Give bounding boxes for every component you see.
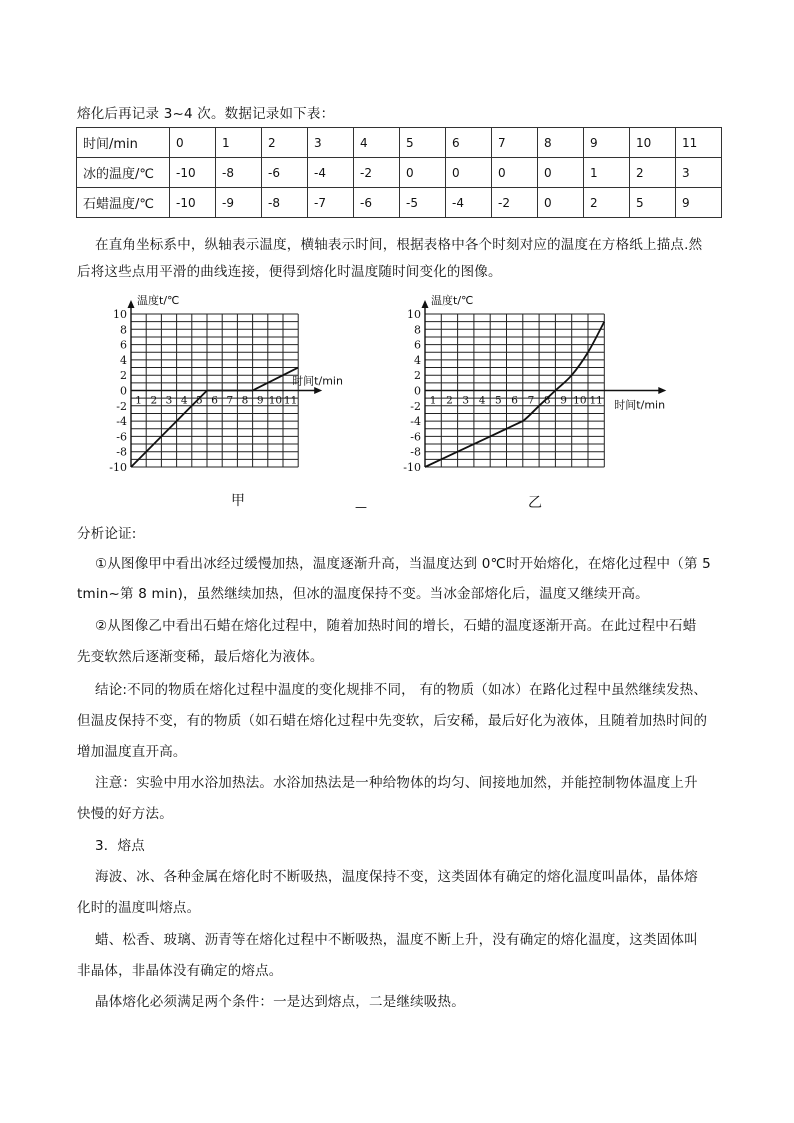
x-tick-label: 2 xyxy=(150,394,158,407)
x-tick-label: 1 xyxy=(135,394,142,407)
table-cell: 0 xyxy=(446,158,492,188)
x-tick-label: 2 xyxy=(446,394,453,407)
y-tick-label: 6 xyxy=(414,338,421,352)
method-paragraph-line-1: 在直角坐标系中，纵轴表示温度，横轴表示时间，根据表格中各个时刻对应的温度在方格纸上描点.然 xyxy=(95,237,703,253)
table-cell: 0 xyxy=(170,128,216,158)
table-cell: 3 xyxy=(308,128,354,158)
note-line-2: 快慢的好方法。 xyxy=(77,806,173,822)
y-tick-label: -6 xyxy=(410,430,421,444)
table-cell: 2 xyxy=(630,158,676,188)
y-axis-label: 温度t/℃ xyxy=(137,294,180,307)
conclusion-line-3: 增加温度直开高。 xyxy=(77,744,187,760)
y-tick-label: -4 xyxy=(410,415,421,429)
y-tick-label: 10 xyxy=(407,308,421,321)
y-tick-label: -8 xyxy=(116,445,127,459)
table-cell: 4 xyxy=(354,128,400,158)
table-cell: -10 xyxy=(170,188,216,218)
x-tick-label: 3 xyxy=(165,394,173,407)
y-axis-label: 温度t/℃ xyxy=(431,294,474,307)
table-cell: -4 xyxy=(308,158,354,188)
y-tick-label: -4 xyxy=(116,415,127,429)
x-tick-label: 10 xyxy=(268,394,283,407)
x-tick-label: 11 xyxy=(283,394,298,407)
table-cell: 2 xyxy=(584,188,630,218)
y-tick-label: 2 xyxy=(120,369,127,383)
y-tick-label: 4 xyxy=(414,353,421,367)
table-cell: -2 xyxy=(492,188,538,218)
x-axis-label: 时间t/min xyxy=(614,398,666,412)
table-cell: 0 xyxy=(538,158,584,188)
table-cell: 0 xyxy=(400,158,446,188)
table-cell: -7 xyxy=(308,188,354,218)
x-tick-label: 8 xyxy=(241,394,249,407)
table-cell: -10 xyxy=(170,158,216,188)
x-axis-arrow xyxy=(314,387,322,394)
x-tick-label: 6 xyxy=(511,394,518,407)
x-tick-label: 3 xyxy=(462,394,470,407)
table-cell: -4 xyxy=(446,188,492,218)
table-cell: -5 xyxy=(400,188,446,218)
chart-caption-a: 甲 xyxy=(231,493,245,509)
intro-text: 熔化后再记录 3~4 次。数据记录如下表： xyxy=(77,106,335,122)
chart-caption-b: 乙 xyxy=(528,495,542,511)
table-cell: 0 xyxy=(538,188,584,218)
x-tick-label: 5 xyxy=(196,394,203,407)
header-label-cell: 时间/min xyxy=(77,128,170,158)
paraffin-label-cell: 石蜡温度/℃ xyxy=(77,188,170,218)
table-cell: 7 xyxy=(492,128,538,158)
x-tick-label: 10 xyxy=(573,394,587,407)
x-tick-label: 9 xyxy=(560,394,567,407)
amorphous-line-1: 蜡、松香、玻璃、沥青等在熔化过程中不断吸热，温度不断上升，没有确定的熔化温度，这类固体叫 xyxy=(95,932,698,948)
y-tick-label: -8 xyxy=(410,445,421,459)
x-tick-label: 7 xyxy=(527,394,535,407)
x-axis-arrow xyxy=(658,387,666,394)
table-cell: 11 xyxy=(676,128,722,158)
x-axis-label: 时间t/min xyxy=(292,374,343,388)
table-cell: 8 xyxy=(538,128,584,158)
table-cell: -2 xyxy=(354,158,400,188)
x-tick-label: 7 xyxy=(226,394,234,407)
analysis-1-line-1: ①从图像甲中看出冰经过缓慢加热，温度逐渐升高，当温度达到 0℃时开始熔化，在熔化过程中（第 5 xyxy=(95,556,711,572)
section-3-heading: 3．熔点 xyxy=(95,838,145,854)
x-tick-label: 1 xyxy=(429,394,437,407)
x-tick-label: 8 xyxy=(543,394,551,407)
table-cell: -8 xyxy=(216,158,262,188)
condition-line: 晶体熔化必须满足两个条件：一是达到熔点，二是继续吸热。 xyxy=(95,994,465,1010)
table-cell: 0 xyxy=(492,158,538,188)
table-cell: -6 xyxy=(262,158,308,188)
y-tick-label: -10 xyxy=(109,461,127,474)
table-row xyxy=(77,188,722,218)
y-tick-label: 0 xyxy=(120,384,127,398)
chart-paraffin xyxy=(392,288,692,480)
table-cell: 6 xyxy=(446,128,492,158)
table-cell: -9 xyxy=(216,188,262,218)
y-tick-label: -6 xyxy=(116,430,127,444)
y-axis-arrow xyxy=(128,300,135,308)
note-line-1: 注意：实验中用水浴加热法。水浴加热法是一种给物体的均匀、间接地加然，并能控制物体温度上升 xyxy=(95,775,698,791)
y-tick-label: 8 xyxy=(414,323,421,337)
table-cell: 5 xyxy=(630,188,676,218)
y-tick-label: 4 xyxy=(120,353,127,367)
stray-mark: — xyxy=(355,500,367,514)
analysis-1-line-2: tmin~第 8 min)，虽然继续加热，但冰的温度保持不变。当冰金部熔化后，温度又继续开高。 xyxy=(77,586,649,602)
table-row xyxy=(77,158,722,188)
table-cell: 1 xyxy=(584,158,630,188)
y-tick-label: 2 xyxy=(414,369,421,383)
analysis-title: 分析论证: xyxy=(77,526,137,542)
ice-label-cell: 冰的温度/℃ xyxy=(77,158,170,188)
amorphous-line-2: 非晶体，非晶体没有确定的熔点。 xyxy=(77,963,283,979)
y-tick-label: 0 xyxy=(414,384,421,398)
conclusion-line-2: 但温皮保持不变，有的物质（如石蜡在熔化过程中先变软，后安稀，最后好化为液体，且随着加热时间的 xyxy=(77,713,708,729)
data-table xyxy=(76,127,722,218)
y-tick-label: -10 xyxy=(403,461,421,474)
analysis-2-line-1: ②从图像乙中看出石蜡在熔化过程中，随着加热时间的增长，石蜡的温度逐渐开高。在此过程中石蜡 xyxy=(95,618,697,634)
table-cell: -6 xyxy=(354,188,400,218)
chart-ice xyxy=(98,288,383,480)
table-cell: 10 xyxy=(630,128,676,158)
table-cell: 5 xyxy=(400,128,446,158)
table-cell: 2 xyxy=(262,128,308,158)
y-axis-arrow xyxy=(422,300,429,308)
x-tick-label: 6 xyxy=(211,394,218,407)
x-tick-label: 9 xyxy=(256,394,264,407)
method-paragraph-line-2: 后将这些点用平滑的曲线连接，便得到熔化时温度随时间变化的图像。 xyxy=(77,264,502,280)
table-cell: 1 xyxy=(216,128,262,158)
x-tick-label: 11 xyxy=(589,394,603,407)
crystal-line-2: 化时的温度叫熔点。 xyxy=(77,900,201,916)
y-tick-label: -2 xyxy=(116,399,127,413)
x-tick-label: 4 xyxy=(180,394,188,407)
table-cell: 3 xyxy=(676,158,722,188)
y-tick-label: 6 xyxy=(120,338,127,352)
table-cell: -8 xyxy=(262,188,308,218)
table-cell: 9 xyxy=(584,128,630,158)
table-row xyxy=(77,128,722,158)
analysis-2-line-2: 先变软然后逐渐变稀，最后熔化为液体。 xyxy=(77,649,324,665)
x-tick-label: 4 xyxy=(478,394,486,407)
table-cell: 9 xyxy=(676,188,722,218)
y-tick-label: 10 xyxy=(113,308,127,321)
x-tick-label: 5 xyxy=(495,394,502,407)
conclusion-line-1: 结论:不同的物质在熔化过程中温度的变化规排不同， 有的物质（如冰）在路化过程中虽然继续发热、 xyxy=(95,682,708,698)
y-tick-label: 8 xyxy=(120,323,127,337)
y-tick-label: -2 xyxy=(410,399,421,413)
crystal-line-1: 海波、冰、各种金属在熔化时不断吸热，温度保持不变，这类固体有确定的熔化温度叫晶体，晶体熔 xyxy=(95,869,698,885)
